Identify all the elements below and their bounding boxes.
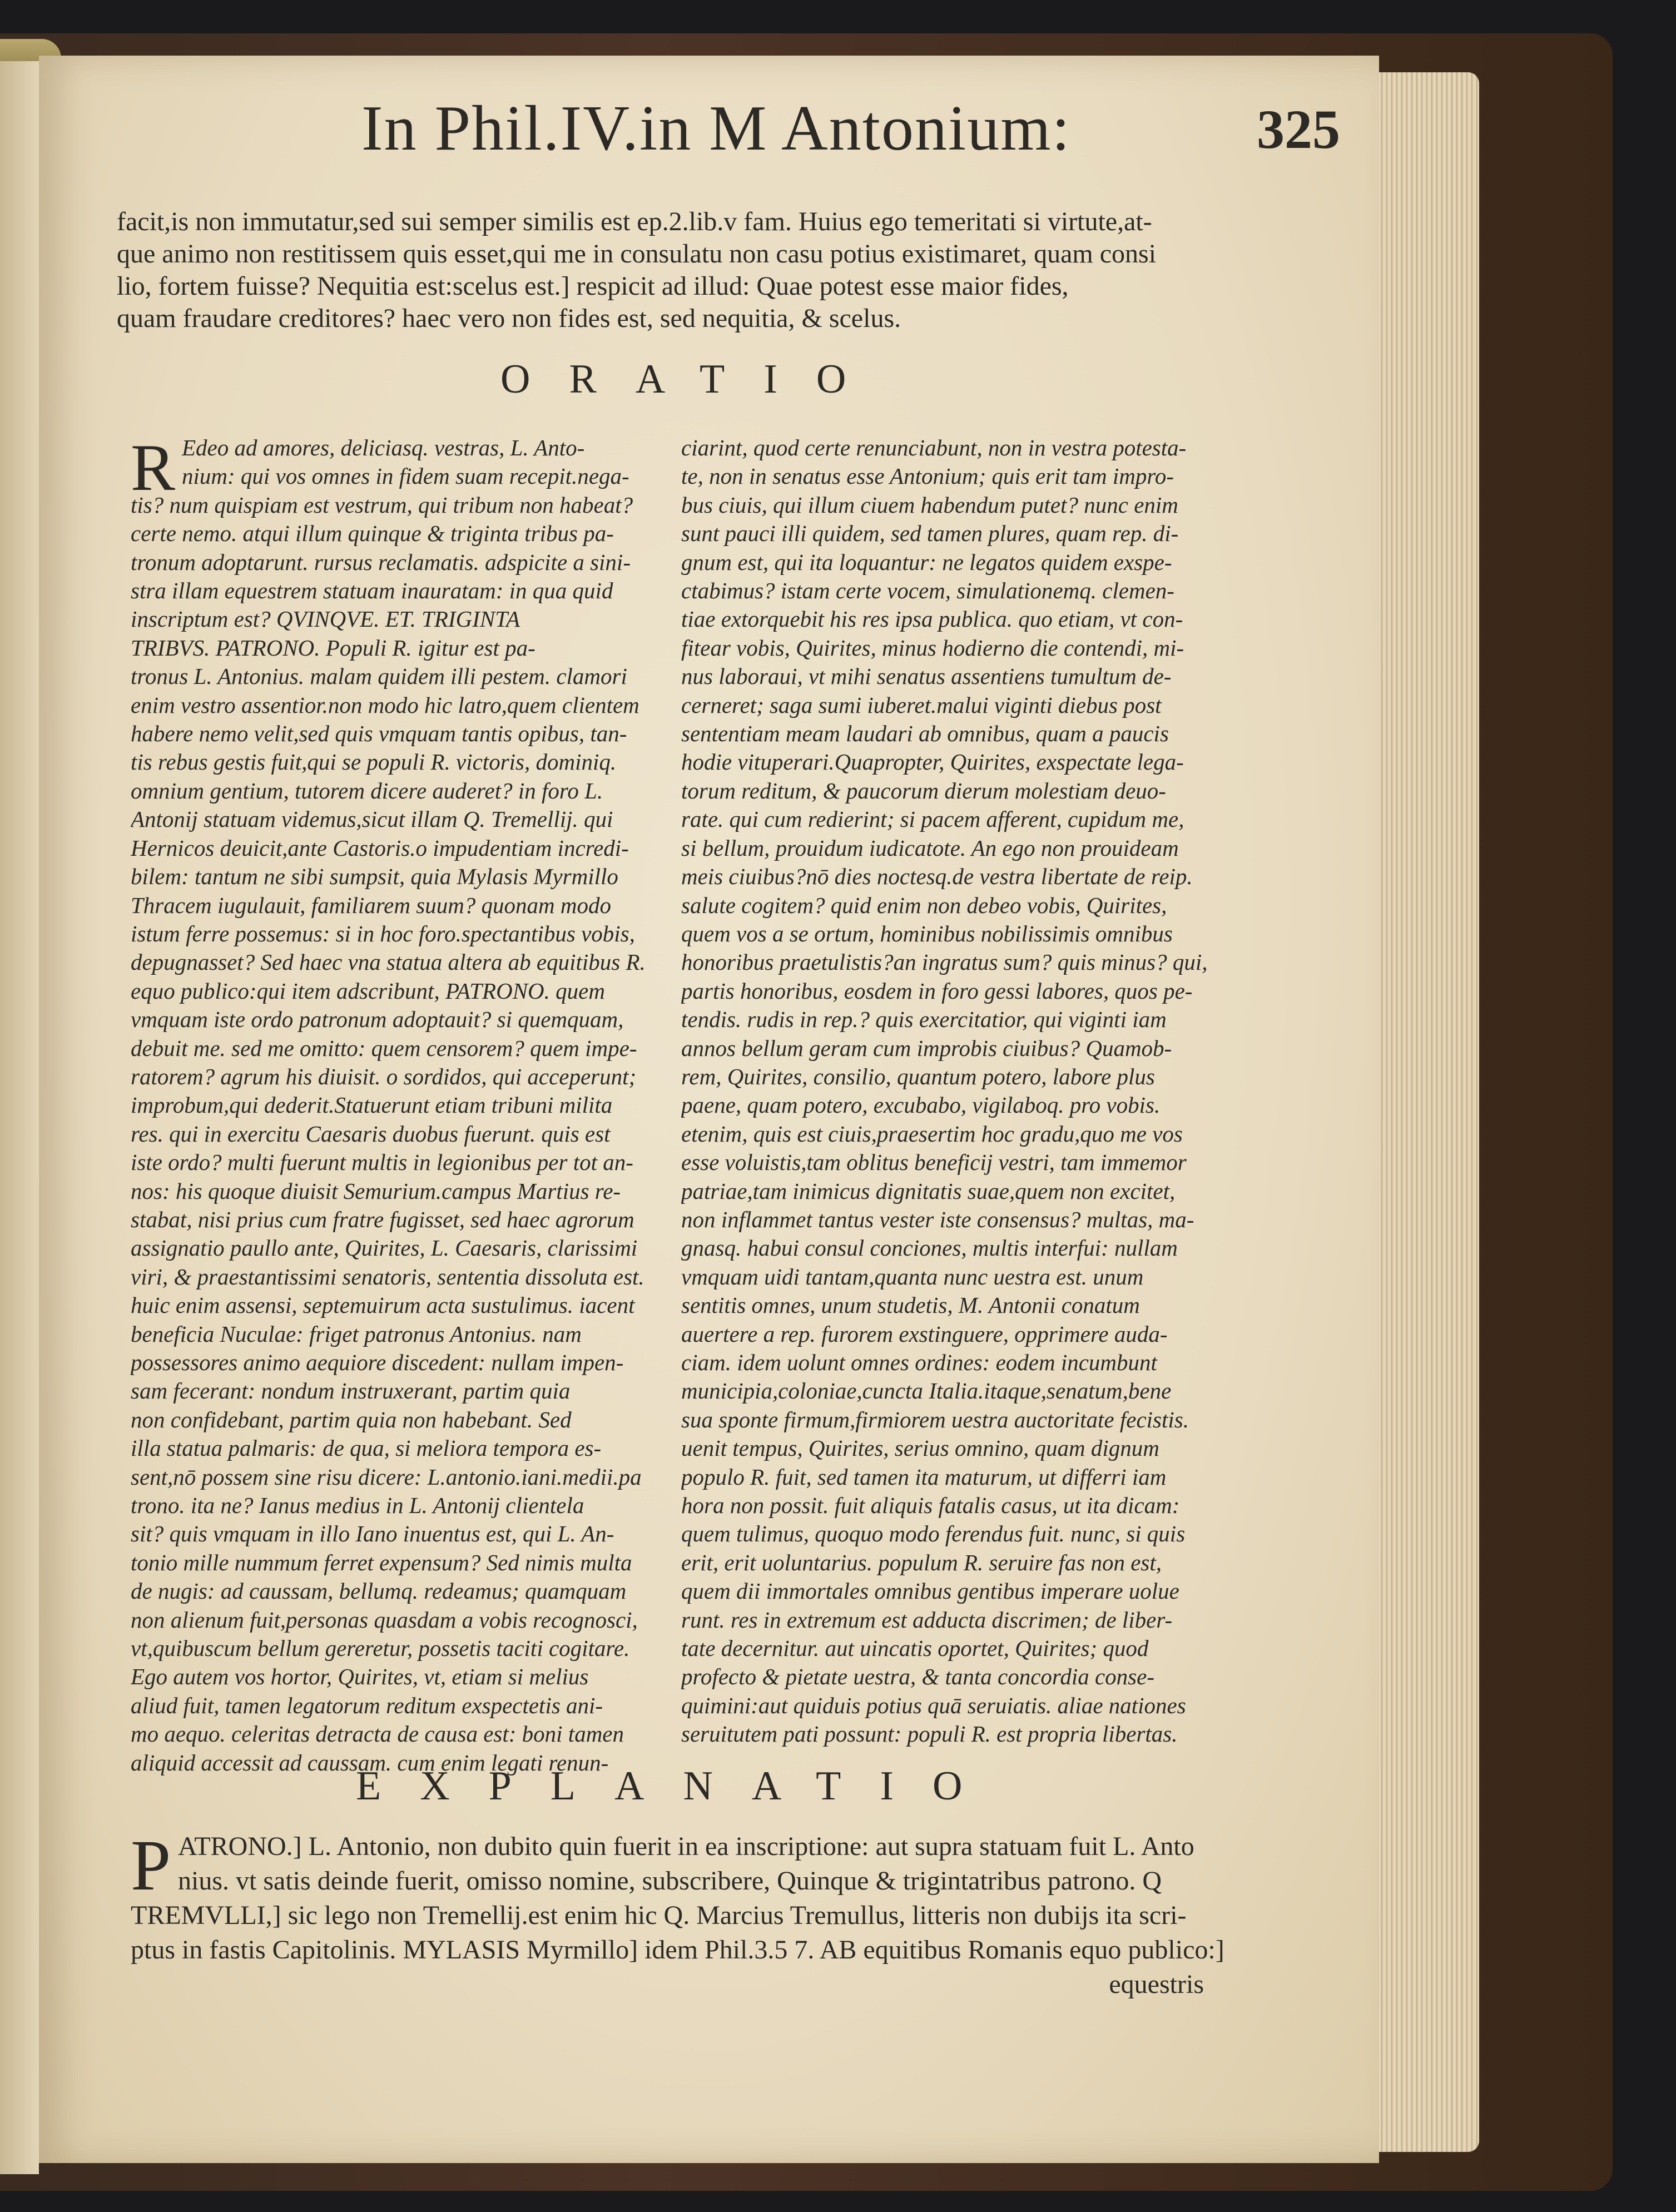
column-line: hora non possit. fuit aliquis fatalis casus, ut ita dicam: <box>681 1492 1180 1519</box>
column-line: sentitis omnes, unum studetis, M. Antonii conatum <box>681 1292 1140 1318</box>
oratio-left-column <box>131 430 651 1777</box>
column-line: vmquam iste ordo patronum adoptauit? si quemquam, <box>131 1006 624 1033</box>
column-line: sua sponte firmum,firmiorem uestra auctoritate fecistis. <box>681 1406 1189 1432</box>
column-line: TRIBVS. PATRONO. Populi R. igitur est pa- <box>131 634 535 661</box>
catchword: equestris <box>1109 1970 1204 1999</box>
column-line: quimini:aut quiduis potius quā seruiatis. aliae nationes <box>681 1692 1186 1718</box>
column-line: aliud fuit, tamen legatorum reditum exspectetis ani- <box>131 1692 603 1718</box>
facing-page-edge <box>0 61 39 2174</box>
column-line: possessores animo aequiore discedent: nullam impen- <box>131 1350 624 1375</box>
column-line: istum ferre possemus: si in hoc foro.spectantibus vobis, <box>131 920 635 946</box>
column-line: sententiam meam laudari ab omnibus, quam a paucis <box>681 721 1169 747</box>
column-line: nus laboraui, vt mihi senatus assentiens tumultum de- <box>681 663 1172 690</box>
column-line: erit, erit uoluntarius. populum R. seruire fas non est, <box>681 1549 1162 1575</box>
page-number: 325 <box>1257 98 1340 160</box>
column-line: enim vestro assentior.non modo hic latro,quem clientem <box>131 692 639 718</box>
column-line: nos: his quoque diuisit Semurium.campus Martius re- <box>131 1178 621 1204</box>
column-line: tiae extorquebit his res ipsa publica. quo etiam, vt con- <box>681 606 1183 632</box>
column-line: torum reditum, & paucorum dierum molestiam deuo- <box>681 777 1166 804</box>
column-line: sam fecerant: nondum instruxerant, partim quia <box>131 1378 571 1404</box>
column-line: viri, & praestantissimi senatoris, sententia dissoluta est. <box>131 1263 644 1289</box>
column-line: improbum,qui dederit.Statuerunt etiam tribuni milita <box>131 1092 613 1118</box>
column-line: rate. qui cum redierint; si pacem afferent, cupidum me, <box>681 806 1184 832</box>
oratio-heading: ORATIO <box>500 356 885 402</box>
column-line: sit? quis vmquam in illo Iano inuentus est, qui L. An- <box>131 1521 614 1547</box>
column-line: tis? num quispiam est vestrum, qui tribum non habeat? <box>131 492 633 518</box>
text-line: ptus in fastis Capitolinis. MYLASIS Myrmillo] idem Phil.3.5 7. AB equitibus Romanis equo publico:] <box>131 1935 1224 1965</box>
column-line: tronus L. Antonius. malam quidem illi pestem. clamori <box>131 663 627 690</box>
column-line: te, non in senatus esse Antonium; quis erit tam impro- <box>681 463 1174 489</box>
column-line: vmquam uidi tantam,quanta nunc uestra est. unum <box>681 1263 1144 1289</box>
column-line: iste ordo? multi fuerunt multis in legionibus per tot an- <box>131 1149 633 1176</box>
column-line: stabat, nisi prius cum fratre fugisset, sed haec agrorum <box>131 1206 634 1232</box>
column-line: non confidebant, partim quia non habebant. Sed <box>131 1406 572 1432</box>
column-line: auertere a rep. furorem exstinguere, opprimere auda- <box>681 1321 1168 1347</box>
text-line: nius. vt satis deinde fuerit, omisso nomine, subscribere, Quinque & trigintatribus patrono. Q <box>178 1866 1162 1896</box>
explanatio-dropcap: P <box>131 1826 171 1906</box>
oratio-right-column <box>681 434 1215 1749</box>
running-head <box>323 92 1379 186</box>
page-edges <box>1368 72 1479 2152</box>
column-line: ctabimus? istam certe vocem, simulationemq. clemen- <box>681 578 1174 604</box>
column-line: rem, Quirites, consilio, quantum potero, labore plus <box>681 1063 1155 1089</box>
text-line: TREMVLLI,] sic lego non Tremellij.est enim hic Q. Marcius Tremullus, litteris non dubijs ita scri- <box>131 1901 1187 1930</box>
text-line: quam fraudare creditores? haec vero non fides est, sed nequitia, & scelus. <box>117 304 901 333</box>
column-line: debuit me. sed me omitto: quem censorem? quem impe- <box>131 1035 637 1061</box>
column-line: si bellum, prouidum iudicatote. An ego non prouideam <box>681 835 1179 861</box>
column-line: fitear vobis, Quirites, minus hodierno die contendi, mi- <box>681 634 1184 661</box>
column-line: paene, quam potero, excubabo, vigilaboq. pro vobis. <box>681 1092 1161 1118</box>
column-line: annos bellum geram cum improbis ciuibus? Quamob- <box>681 1035 1172 1061</box>
column-line: tonio mille nummum ferret expensum? Sed nimis multa <box>131 1549 632 1575</box>
column-line: quem tulimus, quoquo modo ferendus fuit. nunc, si quis <box>681 1521 1186 1547</box>
column-line: equo publico:qui item adscribunt, PATRONO. quem <box>131 978 605 1004</box>
column-line: mo aequo. celeritas detracta de causa est: boni tamen <box>131 1721 624 1747</box>
text-line: lio, fortem fuisse? Nequitia est:scelus est.] respicit ad illud: Quae potest esse maior fides, <box>117 271 1069 301</box>
column-line: trono. ita ne? Ianus medius in L. Antonij clientela <box>131 1492 584 1519</box>
column-line: depugnasset? Sed haec vna statua altera ab equitibus R. <box>131 949 646 975</box>
column-line: sunt pauci illi quidem, sed tamen plures, quam rep. di- <box>681 520 1179 547</box>
column-line: meis ciuibus?nō dies noctesq.de vestra libertate de reip. <box>681 864 1193 890</box>
column-line: seruitutem pati possunt: populi R. est propria libertas. <box>681 1721 1178 1747</box>
column-line: Hernicos deuicit,ante Castoris.o impudentiam incredi- <box>131 835 629 861</box>
column-line: quem vos a se ortum, hominibus nobilissimis omnibus <box>681 920 1173 946</box>
column-line: gnasq. habui consul conciones, multis interfui: nullam <box>681 1235 1178 1261</box>
column-line: hodie vituperari.Quapropter, Quirites, exspectate lega- <box>681 749 1184 775</box>
column-line: ratorem? agrum his diuisit. o sordidos, qui acceperunt; <box>131 1063 637 1089</box>
column-line: certe nemo. atqui illum quinque & triginta tribus pa- <box>131 520 614 547</box>
column-line: cerneret; saga sumi iuberet.malui viginti diebus post <box>681 692 1162 718</box>
column-line: tis rebus gestis fuit,qui se populi R. victoris, dominiq. <box>131 749 617 775</box>
column-line: tate decernitur. aut uincatis oportet, Quirites; quod <box>681 1635 1149 1662</box>
column-line: runt. res in extremum est adducta discrimen; de liber- <box>681 1606 1173 1633</box>
column-line: de nugis: ad caussam, bellumq. redeamus; quamquam <box>131 1578 627 1604</box>
column-line: Thracem iugulauit, familiarem suum? quonam modo <box>131 892 612 918</box>
column-line: Edeo ad amores, deliciasq. vestras, L. Anto- <box>182 435 585 460</box>
column-line: tronum adoptarunt. rursus reclamatis. adspicite a sini- <box>131 549 631 575</box>
column-line: uenit tempus, Quirites, serius omnino, quam dignum <box>681 1435 1159 1461</box>
explanatio-text <box>131 1826 1224 2002</box>
column-line: populo R. fuit, sed tamen ita maturum, ut differri iam <box>681 1464 1167 1490</box>
column-line: salute cogitem? quid enim non debeo vobis, Quirites, <box>681 892 1167 918</box>
column-line: ciam. idem uolunt omnes ordines: eodem incumbunt <box>681 1350 1157 1375</box>
text-line: que animo non restitissem quis esset,qui me in consulatu non casu potius existimaret, quam consi <box>117 239 1157 269</box>
column-line: ciarint, quod certe renunciabunt, non in vestra potesta- <box>681 435 1187 460</box>
column-line: Ego autem vos hortor, Quirites, vt, etiam si melius <box>131 1664 589 1690</box>
column-line: etenim, quis est ciuis,praesertim hoc gradu,quo me vos <box>681 1120 1183 1147</box>
column-line: Antonij statuam videmus,sicut illam Q. Tremellij. qui <box>131 806 613 832</box>
column-line: nium: qui vos omnes in fidem suam recepit.nega- <box>182 463 629 489</box>
column-line: res. qui in exercitu Caesaris duobus fuerunt. quis est <box>131 1120 611 1147</box>
column-line: bilem: tantum ne sibi sumpsit, quia Mylasis Myrmillo <box>131 864 618 890</box>
explanatio-heading: EXPLANATIO <box>356 1763 1001 1809</box>
column-line: habere nemo velit,sed quis vmquam tantis opibus, tan- <box>131 721 627 747</box>
column-line: municipia,coloniae,cuncta Italia.itaque,senatum,bene <box>681 1378 1172 1404</box>
column-line: illa statua palmaris: de qua, si meliora tempora es- <box>131 1435 602 1461</box>
running-title: In Phil.IV.in M Antonium: <box>361 93 1071 164</box>
column-line: non inflammet tantus vester iste consensus? multas, ma- <box>681 1206 1194 1232</box>
column-line: stra illam equestrem statuam inauratam: in qua quid <box>131 578 613 604</box>
column-line: assignatio paullo ante, Quirites, L. Caesaris, clarissimi <box>131 1235 638 1261</box>
column-line: partis honoribus, eosdem in foro gessi labores, quos pe- <box>681 978 1193 1004</box>
text-line: ATRONO.] L. Antonio, non dubito quin fuerit in ea inscriptione: aut supra statuam fuit L. Anto <box>178 1832 1194 1861</box>
text-line: facit,is non immutatur,sed sui semper similis est ep.2.lib.v fam. Huius ego temeritati si virtute,at- <box>117 207 1152 236</box>
column-line: huic enim assensi, septemuirum acta sustulimus. iacent <box>131 1292 635 1318</box>
column-line: esse voluistis,tam oblitus beneficij vestri, tam immemor <box>681 1149 1187 1176</box>
oratio-dropcap: R <box>131 430 176 504</box>
column-line: inscriptum est? QVINQVE. ET. TRIGINTA <box>131 606 520 632</box>
column-line: sent,nō possem sine risu dicere: L.antonio.iani.medii.pa <box>131 1464 642 1490</box>
column-line: quem dii immortales omnibus gentibus imperare uolue <box>681 1578 1179 1604</box>
column-line: gnum est, qui ita loquantur: ne legatos quidem exspe- <box>681 549 1172 575</box>
column-line: honoribus praetulistis?an ingratus sum? quis minus? qui, <box>681 949 1208 975</box>
column-line: patriae,tam inimicus dignitatis suae,quem non excitet, <box>681 1178 1176 1204</box>
column-line: tendis. rudis in rep.? quis exercitatior, qui viginti iam <box>681 1006 1167 1033</box>
column-line: profecto & pietate uestra, & tanta concordia conse- <box>681 1664 1154 1690</box>
column-line: vt,quibuscum bellum gereretur, possetis taciti cogitare. <box>131 1635 630 1662</box>
column-line: omnium gentium, tutorem dicere auderet? in foro L. <box>131 777 603 804</box>
column-line: aliquid accessit ad caussam. cum enim legati renun- <box>131 1749 609 1775</box>
column-line: bus ciuis, qui illum ciuem habendum putet? nunc enim <box>681 492 1178 518</box>
column-line: non alienum fuit,personas quasdam a vobis recognosci, <box>131 1606 638 1633</box>
column-line: beneficia Nuculae: friget patronus Antonius. nam <box>131 1321 582 1347</box>
intro-commentary <box>117 206 1207 335</box>
